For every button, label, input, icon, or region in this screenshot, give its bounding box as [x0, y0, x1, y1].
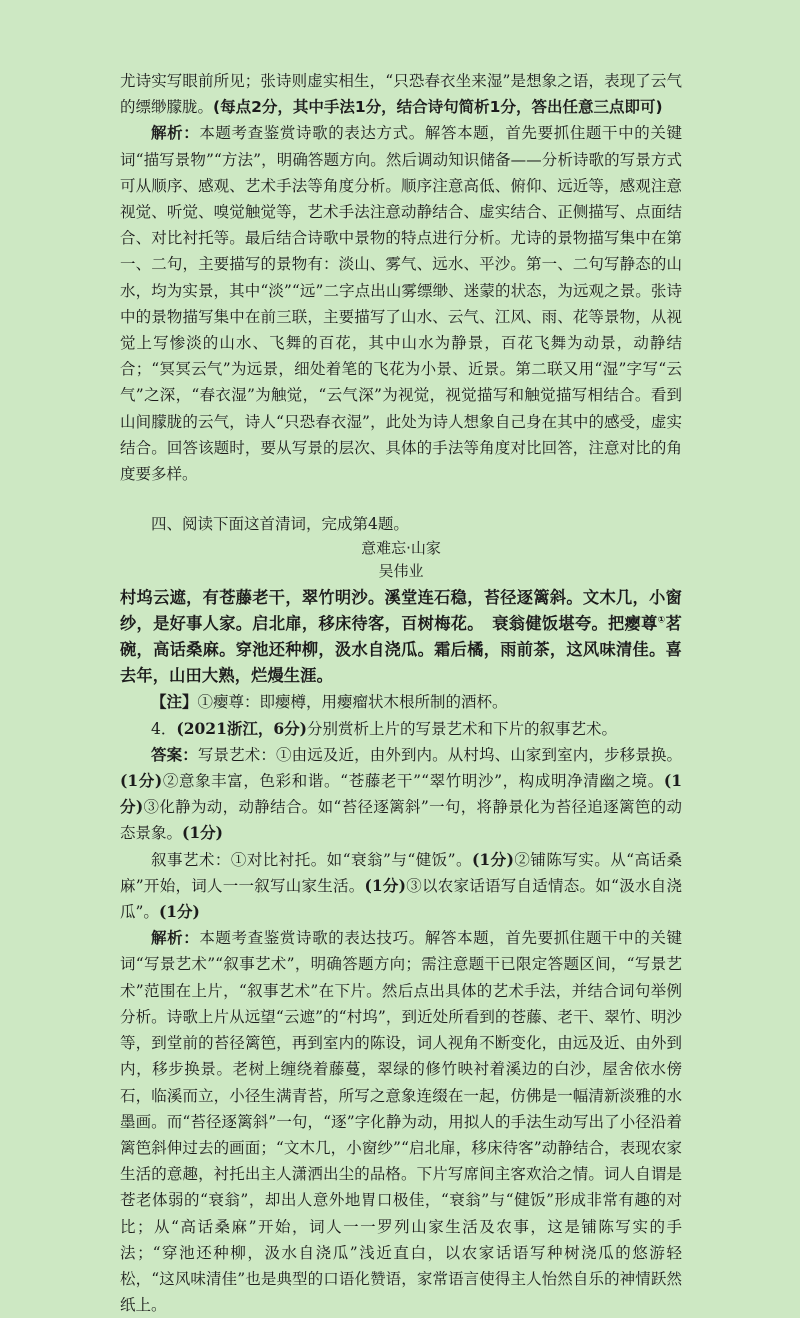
narration-score-1: (1分): [472, 849, 514, 869]
poem-author: 吴伟业: [378, 562, 424, 581]
narration-score-2: (1分): [364, 875, 406, 895]
poem-title: 意难忘·山家: [361, 539, 441, 558]
scoring-note: (每点2分，其中手法1分，结合诗句简析1分，答出任意三点即可): [213, 98, 663, 117]
poem-note: [120, 689, 682, 715]
scenery-score-2: (1分): [120, 771, 683, 817]
question-text: 分别赏析上片的写景艺术和下片的叙事艺术。: [306, 719, 617, 738]
answer-continuation: [120, 68, 682, 120]
analysis-label-2: 解析：: [151, 928, 200, 948]
answer-scenery: [120, 742, 682, 847]
narration-point-1: 叙事艺术：①对比衬托。如“衰翁”与“健饭”。: [151, 850, 473, 869]
section-gap: [120, 487, 682, 511]
analysis-label: 解析：: [151, 123, 200, 143]
question-number: 4．: [151, 719, 177, 738]
scenery-score-3: (1分): [182, 823, 223, 843]
question-source: (2021浙江，6分): [176, 718, 307, 738]
note-text: ①瘿尊：即瘿樽，用瘿瘤状木根所制的酒杯。: [197, 693, 508, 712]
narration-point-2: ②铺陈写实。从“高话桑麻”开始，词人一一叙写山家生活。: [120, 850, 682, 895]
analysis-text: 本题考查鉴赏诗歌的表达方式。解答本题，首先要抓住题干中的关键词“描写景物”“方法”，明确答题方向。然后调动知识储备——分析诗歌的写景方式可从顺序、感观、艺术手法等角度分析。顺序注意高低、俯仰、远近等，感观注意视觉、听觉、嗅觉触觉等，艺术手法注意动静结合、虚实结合、正侧描写、点面结合、对比衬托等。最后结合诗歌中景物的特点进行分析。尤诗的景物描写集中在第一、二句，主要描写的景物有：淡山、雾气、远水、平沙。第一、二句写静态的山水，均为实景，其中“淡”“远”二字点出山雾缥缈、迷蒙的状态，为远观之景。张诗中的景物描写集中在前三联，主要描写了山水、云气、江风、雨、花等景物，从视觉上写惨淡的山水、飞舞的百花，其中山水为静景，百花飞舞为动景，动静结合；“冥冥云气”为远景，细处着笔的飞花为小景、近景。第二联又用“湿”字写“云气”之深，“春衣湿”为触觉，“云气深”为视觉，视觉描写和触觉描写相结合。看到山间朦胧的云气，诗人“只恐春衣湿”，此处为诗人想象自己身在其中的感受，虚实结合。回答该题时，要从写景的层次、具体的手法等角度对比回答，注意对比的角度要多样。: [120, 124, 682, 484]
narration-score-3: (1分): [158, 902, 200, 922]
answer-continuation-text: 尤诗实写眼前所见；张诗则虚实相生，“只恐春衣坐来湿”是想象之语，表现了云气的缥缈朦胧。: [120, 72, 682, 117]
section-heading: 四、阅读下面这首清词，完成第4题。: [151, 515, 409, 534]
poem-text-part-1: 村坞云遮，有苍藤老干，翠竹明沙。溪堂连石稳，苔径逐篱斜。文木几，小窗纱，是好事人家。启北扉，移床待客，百树梅花。 衰翁健饭堪夸。把瘿尊: [120, 588, 682, 634]
analysis-paragraph-1: [120, 120, 682, 487]
scenery-score-1: (1分): [120, 771, 163, 791]
analysis-text-2: 本题考查鉴赏诗歌的表达技巧。解答本题，首先要抓住题干中的关键词“写景艺术”“叙事艺术”，明确答题方向；需注意题干已限定答题区间，“写景艺术”范围在上片，“叙事艺术”在下片。然后点出具体的艺术手法，并结合词句举例分析。诗歌上片从远望“云遮”的“村坞”，到近处所看到的苍藤、老干、翠竹、明沙等，到堂前的苔径篱笆，再到室内的陈设，词人视角不断变化，由远及近、由外到内，移步换景。老树上缠绕着藤蔓，翠绿的修竹映衬着溪边的白沙，屋舍依水傍石，临溪而立，小径生满青苔，所写之意象连缀在一起，仿佛是一幅清新淡雅的水墨画。而“苔径逐篱斜”一句，“逐”字化静为动，用拟人的手法生动写出了小径沿着篱笆斜伸过去的画面；“文木几，小窗纱”“启北扉，移床待客”动静结合，表现农家生活的意趣，衬托出主人潇洒出尘的品格。下片写席间主客欢洽之情。词人自谓是苍老体弱的“衰翁”，却出人意外地胃口极佳，“衰翁”与“健饭”形成非常有趣的对比；从“高话桑麻”开始，词人一一罗列山家生活及农事，这是铺陈写实的手法；“穿池还种柳，汲水自浇瓜”浅近直白，以农家话语写种树浇瓜的悠游轻松，“这风味清佳”也是典型的口语化赞语，家常语言使得主人怡然自乐的神情跃然纸上。: [120, 929, 682, 1315]
narration-point-3: ③以农家话语写自适情态。如“汲水自浇瓜”。: [120, 876, 682, 922]
scenery-point-2: ②意象丰富，色彩和谐。“苍藤老干”“翠竹明沙”，构成明净清幽之境。: [162, 772, 664, 791]
answer-label: 答案：: [151, 744, 198, 764]
poem-text: [120, 585, 682, 689]
scenery-point-3: ③化静为动，动静结合。如“苔径逐篱斜”一句，将静景化为苔径追逐篱笆的动态景象。: [120, 798, 682, 843]
answer-narration: [120, 847, 682, 926]
scenery-point-1: 写景艺术：①由远及近，由外到内。从村坞、山家到室内，步移景换。: [197, 745, 682, 764]
note-marker: ①: [657, 616, 666, 627]
question-4: [120, 716, 682, 742]
analysis-paragraph-2: [120, 925, 682, 1318]
poem-text-part-2: 茗碗，高话桑麻。穿池还种柳，汲水自浇瓜。霜后橘，雨前茶，这风味清佳。喜去年，山田大熟，烂熳生涯。: [120, 614, 683, 686]
note-label: 【注】: [151, 692, 198, 712]
